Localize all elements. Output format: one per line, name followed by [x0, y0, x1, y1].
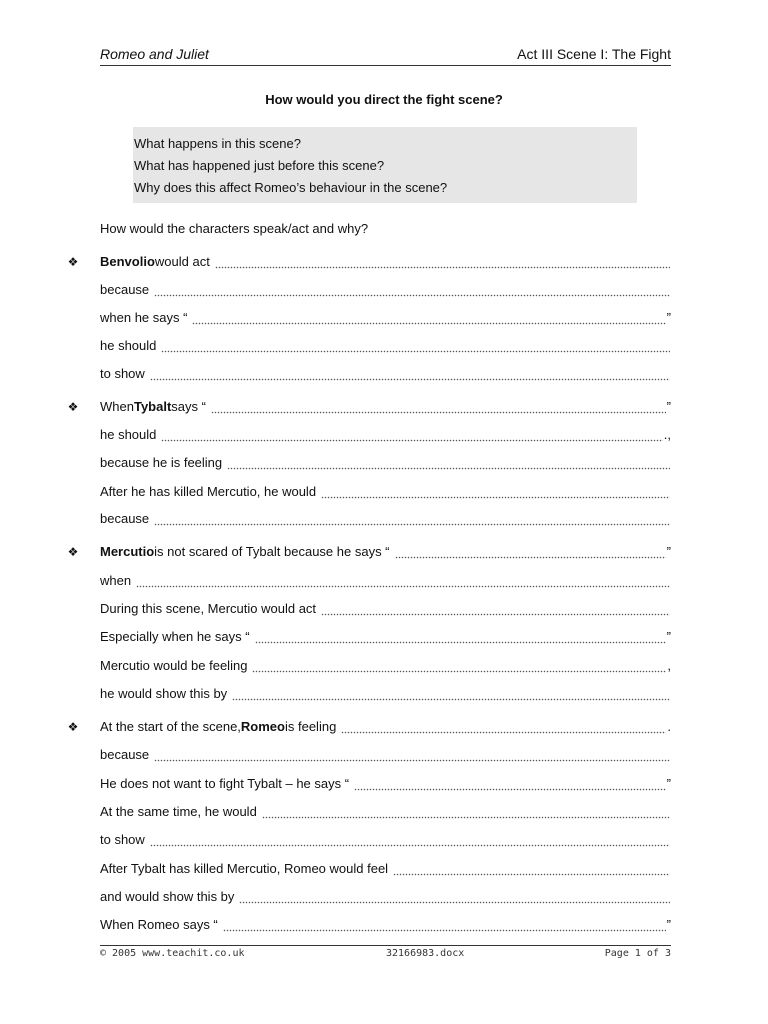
question-just-before: What has happened just before this scene?	[134, 158, 385, 173]
answer-blank[interactable]	[192, 321, 665, 325]
answer-blank[interactable]	[150, 843, 670, 847]
line-tail: ,	[667, 658, 671, 673]
line-text: He does not want to fight Tybalt – he says “	[100, 776, 350, 791]
line-text: to show	[100, 832, 145, 847]
line-text: During this scene, Mercutio would act	[100, 601, 317, 616]
question-what-happens: What happens in this scene?	[134, 136, 301, 151]
romeo-show-line	[100, 832, 671, 850]
tybalt-feeling-line	[100, 455, 671, 473]
benvolio-show-line	[100, 366, 671, 384]
answer-blank[interactable]	[395, 555, 666, 559]
answer-blank[interactable]	[161, 438, 662, 442]
tybalt-because-line	[100, 511, 671, 529]
benvolio-says-line	[100, 310, 671, 328]
bullet-icon: ❖	[67, 720, 79, 734]
answer-blank[interactable]	[252, 669, 666, 673]
line-text: is not scared of Tybalt because he says “	[154, 544, 390, 559]
character-name-mercutio: Mercutio	[100, 544, 155, 559]
line-text: At the start of the scene,	[100, 719, 241, 734]
worksheet-title: How would you direct the fight scene?	[265, 92, 503, 107]
answer-blank[interactable]	[341, 730, 666, 734]
bullet-icon: ❖	[67, 545, 79, 559]
bullet-icon: ❖	[67, 255, 79, 269]
footer-copyright: © 2005 www.teachit.co.uk	[100, 948, 245, 959]
header-play-title: Romeo and Juliet	[100, 46, 209, 62]
question-box	[133, 127, 637, 203]
answer-blank[interactable]	[154, 758, 670, 762]
benvolio-act-line	[100, 254, 671, 272]
header-act-scene: Act III Scene I: The Fight	[517, 46, 671, 62]
answer-blank[interactable]	[255, 640, 666, 644]
mercutio-feeling-line	[100, 658, 671, 676]
mercutio-scared-line	[100, 544, 671, 562]
page-header	[100, 45, 671, 66]
close-quote: ”	[666, 310, 671, 325]
close-quote: ”	[666, 399, 671, 414]
mercutio-during-line	[100, 601, 671, 619]
tybalt-should-line	[100, 427, 671, 445]
answer-blank[interactable]	[321, 612, 670, 616]
close-quote: ”	[666, 917, 671, 932]
answer-blank[interactable]	[262, 815, 670, 819]
benvolio-because-line	[100, 282, 671, 300]
romeo-because-line	[100, 747, 671, 765]
mercutio-when-line	[100, 573, 671, 591]
page-footer	[100, 945, 671, 962]
line-text: Mercutio would be feeling	[100, 658, 248, 673]
line-text: when	[100, 573, 132, 588]
character-name-tybalt: Tybalt	[133, 399, 172, 414]
line-text: because	[100, 747, 150, 762]
romeo-says-line	[100, 917, 671, 935]
question-romeo-behaviour: Why does this affect Romeo’s behaviour in the scene?	[134, 180, 448, 195]
close-quote: ”	[666, 776, 671, 791]
footer-filename: 32166983.docx	[386, 948, 465, 959]
answer-blank[interactable]	[321, 495, 670, 499]
intro-prompt: How would the characters speak/act and why?	[100, 221, 369, 236]
tybalt-after-line	[100, 484, 671, 502]
romeo-notfight-line	[100, 776, 671, 794]
mercutio-especially-line	[100, 629, 671, 647]
answer-blank[interactable]	[223, 928, 666, 932]
character-name-benvolio: Benvolio	[100, 254, 155, 269]
tybalt-says-line	[100, 399, 671, 417]
line-text: he would show this by	[100, 686, 228, 701]
benvolio-should-line	[100, 338, 671, 356]
line-text: because he is feeling	[100, 455, 223, 470]
answer-blank[interactable]	[232, 697, 670, 701]
answer-blank[interactable]	[215, 265, 670, 269]
line-text: At the same time, he would	[100, 804, 257, 819]
line-text: says “	[171, 399, 206, 414]
answer-blank[interactable]	[239, 900, 670, 904]
answer-blank[interactable]	[211, 410, 666, 414]
line-text: when he says “	[100, 310, 188, 325]
close-quote: ”	[666, 544, 671, 559]
line-tail: .	[667, 719, 671, 734]
romeo-showby-line	[100, 889, 671, 907]
answer-blank[interactable]	[227, 466, 670, 470]
romeo-feeling-line	[100, 719, 671, 737]
line-text: because	[100, 282, 150, 297]
answer-blank[interactable]	[354, 787, 666, 791]
line-text: and would show this by	[100, 889, 235, 904]
line-text: After he has killed Mercutio, he would	[100, 484, 317, 499]
line-tail: .,	[663, 427, 671, 442]
character-name-romeo: Romeo	[240, 719, 285, 734]
line-text: Especially when he says “	[100, 629, 250, 644]
romeo-sametime-line	[100, 804, 671, 822]
footer-page-number: Page 1 of 3	[604, 948, 671, 959]
answer-blank[interactable]	[154, 522, 670, 526]
line-text: would act	[154, 254, 210, 269]
line-text: to show	[100, 366, 145, 381]
line-text: because	[100, 511, 150, 526]
line-text: he should	[100, 338, 157, 353]
line-text: When Romeo says “	[100, 917, 218, 932]
line-text: After Tybalt has killed Mercutio, Romeo would feel	[100, 861, 389, 876]
mercutio-show-line	[100, 686, 671, 704]
line-text: is feeling	[284, 719, 337, 734]
bullet-icon: ❖	[67, 400, 79, 414]
line-text: When	[100, 399, 134, 414]
answer-blank[interactable]	[161, 349, 670, 353]
close-quote: ”	[666, 629, 671, 644]
line-text: he should	[100, 427, 157, 442]
answer-blank[interactable]	[393, 872, 670, 876]
answer-blank[interactable]	[154, 293, 670, 297]
answer-blank[interactable]	[136, 584, 670, 588]
romeo-after-line	[100, 861, 671, 879]
answer-blank[interactable]	[150, 377, 670, 381]
